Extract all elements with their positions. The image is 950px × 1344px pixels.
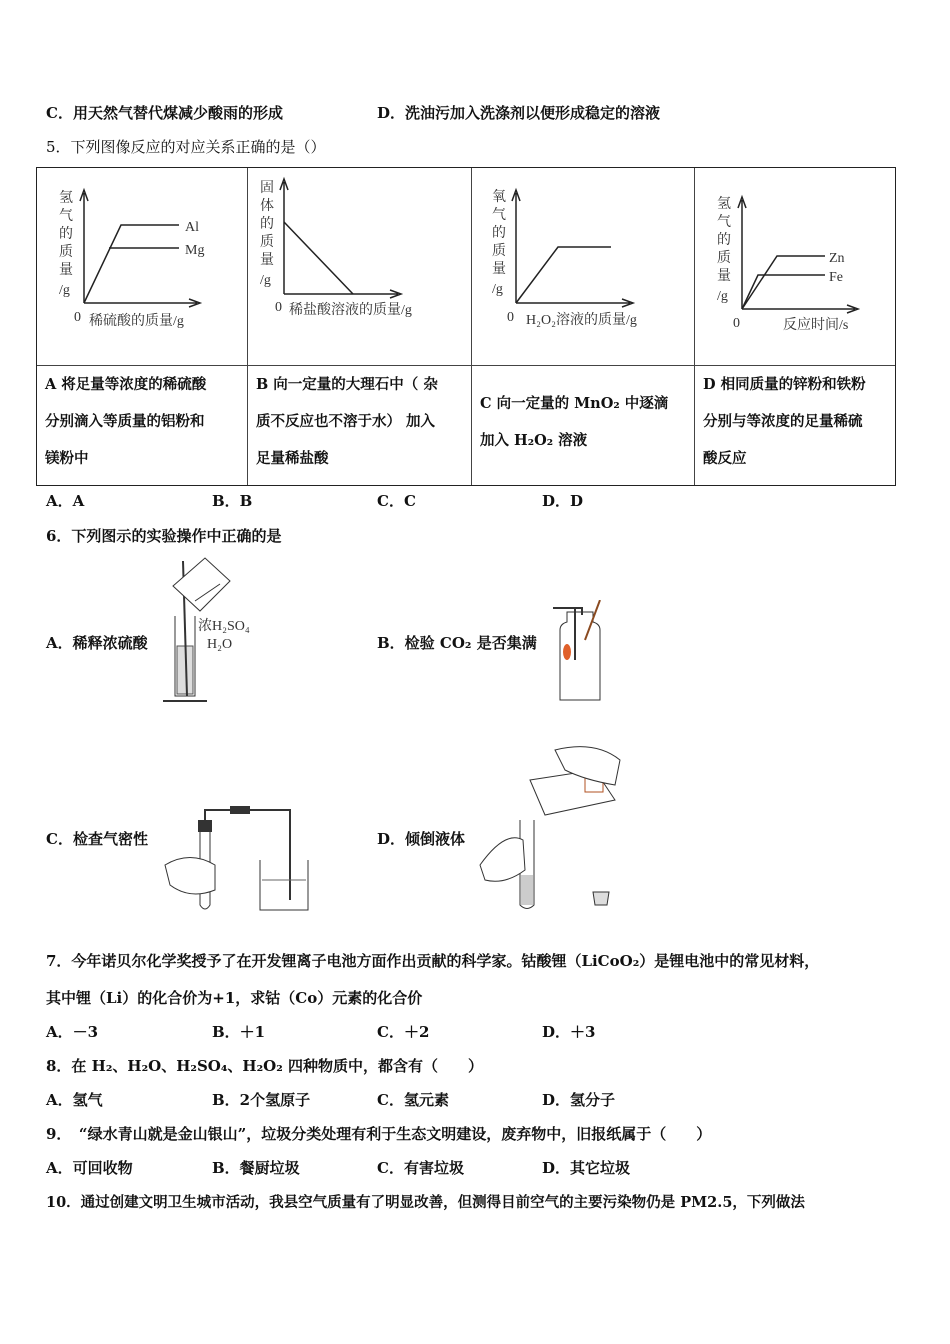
- caption-b: [248, 366, 471, 477]
- y-axis-label: [59, 190, 73, 298]
- dilute-acid-illustration: [155, 556, 265, 706]
- graph-a: [37, 168, 247, 365]
- caption-c: [472, 385, 694, 459]
- q8-option-c: C．氢元素: [377, 1091, 449, 1109]
- caption-d: [695, 366, 895, 477]
- svg-text:质: 质: [260, 235, 274, 250]
- caption-line: B 向一定量的大理石中（ 杂: [256, 376, 438, 393]
- svg-text:/g: /g: [59, 283, 70, 298]
- origin: 0: [733, 316, 740, 331]
- svg-text:/g: /g: [717, 289, 728, 304]
- y-axis-label: [717, 196, 731, 304]
- q7-option-a: A．－3: [46, 1023, 99, 1041]
- fig-label-water: H₂O: [207, 637, 233, 652]
- svg-text:量: 量: [59, 263, 73, 278]
- q8-stem: 8．在 H₂、H₂O、H₂SO₄、H₂O₂ 四种物质中，都含有（ ）: [46, 1057, 484, 1075]
- graph-b: [248, 168, 471, 365]
- q4-option-c: C．用天然气替代煤减少酸雨的形成: [46, 104, 283, 122]
- line-al: [84, 225, 179, 303]
- caption-line: 分别与等浓度的足量稀硫: [703, 413, 863, 430]
- svg-text:量: 量: [717, 269, 731, 284]
- svg-text:质: 质: [717, 251, 731, 266]
- q4-option-d: D．洗油污加入洗涤剂以便形成稳定的溶液: [377, 104, 661, 122]
- q6-option-c: C．检查气密性: [46, 830, 148, 848]
- q8-option-b: B．2个氢原子: [212, 1091, 311, 1109]
- caption-line: D 相同质量的锌粉和铁粉: [703, 376, 866, 393]
- svg-text:的: 的: [717, 233, 731, 248]
- q5-stem: 5．下列图像反应的对应关系正确的是（）: [46, 138, 326, 156]
- origin: 0: [507, 310, 514, 325]
- q9-option-c: C．有害垃圾: [377, 1159, 464, 1177]
- svg-text:的: 的: [492, 226, 506, 241]
- airtight-test-illustration: [160, 805, 310, 915]
- graph-c: [472, 168, 694, 365]
- caption-line: 酸反应: [703, 450, 747, 467]
- line-solid-mass: [284, 222, 353, 294]
- line-oxygen: [516, 247, 611, 303]
- q5-graph-table: [36, 167, 896, 486]
- q6-option-a: A．稀释浓硫酸: [46, 634, 148, 652]
- svg-text:/g: /g: [260, 273, 271, 288]
- caption-line: 足量稀盐酸: [256, 450, 329, 467]
- svg-text:的: 的: [59, 227, 73, 242]
- q7-option-d: D．＋3: [542, 1023, 596, 1041]
- label-zn: Zn: [829, 251, 845, 266]
- q7-stem-line2: 其中锂（Li）的化合价为+1，求钴（Co）元素的化合价: [46, 989, 423, 1007]
- q8-option-a: A．氢气: [46, 1091, 103, 1109]
- svg-text:体: 体: [260, 199, 274, 214]
- q8-option-d: D．氢分子: [542, 1091, 616, 1109]
- caption-a: [37, 366, 247, 477]
- co2-test-illustration: [545, 600, 615, 706]
- origin: 0: [74, 310, 81, 325]
- label-mg: Mg: [185, 243, 205, 258]
- q9-option-a: A．可回收物: [46, 1159, 133, 1177]
- fig-label-acid: 浓H₂SO₄: [198, 619, 250, 634]
- x-axis-label: H₂O₂溶液的质量/g: [526, 313, 637, 328]
- q10-stem: 10．通过创建文明卫生城市活动，我县空气质量有了明显改善，但测得目前空气的主要污染物仍是 PM2.5，下列做法: [46, 1194, 805, 1211]
- caption-line: 质不反应也不溶于水） 加入: [256, 413, 436, 430]
- caption-line: 镁粉中: [45, 450, 89, 467]
- graph-d: [695, 168, 895, 365]
- svg-text:质: 质: [492, 244, 506, 259]
- x-axis-label: 稀盐酸溶液的质量/g: [289, 303, 412, 318]
- svg-text:气: 气: [492, 208, 506, 223]
- caption-line: A 将足量等浓度的稀硫酸: [45, 376, 207, 393]
- q6-stem: 6．下列图示的实验操作中正确的是: [46, 527, 282, 545]
- axes: [512, 190, 633, 307]
- svg-text:量: 量: [260, 253, 274, 268]
- svg-text:气: 气: [59, 209, 73, 224]
- svg-text:量: 量: [492, 262, 506, 277]
- q6-option-d: D．倾倒液体: [377, 830, 466, 848]
- pour-liquid-illustration: [475, 740, 625, 915]
- q5-option-d: D．D: [542, 492, 584, 510]
- q7-option-c: C．＋2: [377, 1023, 430, 1041]
- x-axis-label: 稀硫酸的质量/g: [89, 314, 184, 329]
- origin: 0: [275, 300, 282, 315]
- svg-text:氢: 氢: [59, 191, 73, 206]
- svg-text:氢: 氢: [717, 197, 731, 212]
- line-fe: [742, 275, 825, 309]
- q9-option-b: B．餐厨垃圾: [212, 1159, 300, 1177]
- q9-stem: 9． “绿水青山就是金山银山”，垃圾分类处理有利于生态文明建设，废弃物中，旧报纸属于（ ）: [46, 1125, 712, 1143]
- y-axis-label: [492, 189, 506, 297]
- y-axis-label: [260, 180, 274, 288]
- caption-line: 分别滴入等质量的铝粉和: [45, 413, 205, 430]
- svg-text:的: 的: [260, 217, 274, 232]
- svg-text:/g: /g: [492, 282, 503, 297]
- svg-text:固: 固: [260, 181, 274, 196]
- svg-text:气: 气: [717, 215, 731, 230]
- q5-option-a: A．A: [46, 492, 85, 510]
- caption-line: C 向一定量的 MnO₂ 中逐滴: [480, 395, 669, 412]
- x-axis-label: 反应时间/s: [783, 318, 849, 333]
- q7-option-b: B．＋1: [212, 1023, 266, 1041]
- svg-text:氧: 氧: [492, 190, 506, 205]
- svg-text:质: 质: [59, 245, 73, 260]
- q9-option-d: D．其它垃圾: [542, 1159, 631, 1177]
- caption-line: 加入 H₂O₂ 溶液: [480, 432, 588, 449]
- label-al: Al: [185, 220, 199, 235]
- q5-option-c: C．C: [377, 492, 416, 510]
- q5-option-b: B．B: [212, 492, 253, 510]
- q6-option-b: B．检验 CO₂ 是否集满: [377, 634, 537, 652]
- q7-stem-line1: 7．今年诺贝尔化学奖授予了在开发锂离子电池方面作出贡献的科学家。钴酸锂（LiCoO₂）是锂电池中的常见材料，: [46, 952, 820, 970]
- label-fe: Fe: [829, 270, 843, 285]
